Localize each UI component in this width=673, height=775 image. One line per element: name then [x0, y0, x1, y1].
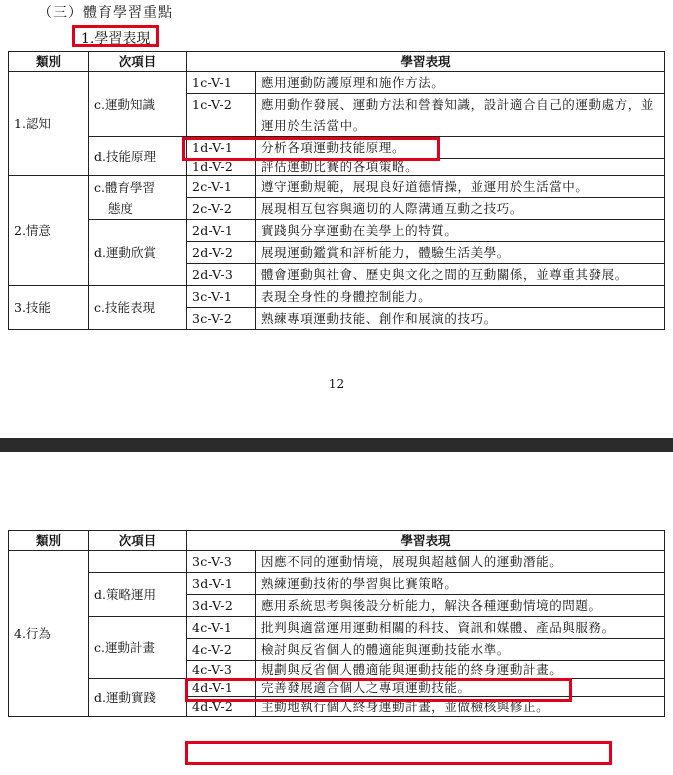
code-cell: 4c-V-1 — [187, 617, 256, 639]
description-cell: 批判與適當運用運動相關的科技、資訊和媒體、產品與服務。 — [256, 617, 665, 639]
category-cell: 1.認知 — [9, 72, 89, 176]
header-performance: 學習表現 — [187, 531, 665, 551]
header-category: 類別 — [9, 52, 89, 72]
description-cell: 因應不同的運動情境，展現與超越個人的運動潛能。 — [256, 551, 665, 573]
code-cell: 2c-V-2 — [187, 198, 256, 220]
code-cell: 2d-V-1 — [187, 220, 256, 242]
section-title: （三）體育學習重點 — [38, 5, 173, 21]
description-cell: 規劃與反省個人體適能與運動技能的終身運動計畫。 — [256, 661, 665, 679]
description-cell: 熟練專項運動技能、創作和展演的技巧。 — [256, 308, 665, 330]
code-cell: 4d-V-1 — [187, 679, 256, 697]
code-cell: 3c-V-2 — [187, 308, 256, 330]
subitem-cell — [89, 551, 187, 573]
description-cell: 分析各項運動技能原理。 — [256, 137, 665, 159]
description-cell: 表現全身性的身體控制能力。 — [256, 286, 665, 308]
sub-title-highlighted: 1.學習表現 — [72, 25, 159, 47]
description-cell: 應用運動防護原理和施作方法。 — [256, 72, 665, 94]
description-cell: 展現相互包容與適切的人際溝通互動之技巧。 — [256, 198, 665, 220]
category-cell: 2.情意 — [9, 176, 89, 286]
table-row — [9, 220, 665, 242]
code-cell: 2c-V-1 — [187, 176, 256, 198]
table-header-row — [9, 52, 665, 72]
subitem-line: 態度 — [108, 200, 134, 216]
header-subitem: 次項目 — [89, 531, 187, 551]
subitem-cell — [89, 176, 187, 220]
code-cell: 2d-V-3 — [187, 264, 256, 286]
category-cell: 3.技能 — [9, 286, 89, 330]
table-row — [9, 573, 665, 595]
code-cell: 2d-V-2 — [187, 242, 256, 264]
code-cell: 4d-V-2 — [187, 697, 256, 717]
description-cell: 實踐與分享運動在美學上的特質。 — [256, 220, 665, 242]
highlight-box-4dV2 — [185, 741, 612, 765]
description-cell: 完善發展適合個人之專項運動技能。 — [256, 679, 665, 697]
category-cell: 4.行為 — [9, 551, 89, 717]
code-cell: 3d-V-1 — [187, 573, 256, 595]
description-cell: 主動地執行個人終身運動計畫，並做檢核與修正。 — [256, 697, 665, 717]
learning-performance-table-1 — [8, 51, 665, 330]
table-row — [9, 176, 665, 198]
code-cell: 1c-V-1 — [187, 72, 256, 94]
header-subitem: 次項目 — [89, 52, 187, 72]
table-row — [9, 137, 665, 159]
table-row — [9, 679, 665, 697]
subitem-cell: c.運動知識 — [89, 72, 187, 137]
code-cell: 1d-V-2 — [187, 159, 256, 176]
subitem-cell: d.運動欣賞 — [89, 220, 187, 286]
table-row — [9, 286, 665, 308]
subitem-cell: c.技能表現 — [89, 286, 187, 330]
code-cell: 1c-V-2 — [187, 94, 256, 137]
table-row — [9, 551, 665, 573]
code-cell: 3c-V-3 — [187, 551, 256, 573]
code-cell: 4c-V-2 — [187, 639, 256, 661]
description-cell: 體會運動與社會、歷史與文化之間的互動關係，並尊重其發展。 — [256, 264, 665, 286]
header-category: 類別 — [9, 531, 89, 551]
description-cell: 檢討與反省個人的體適能與運動技能水準。 — [256, 639, 665, 661]
page-divider — [0, 438, 673, 452]
subitem-cell: c.運動計畫 — [89, 617, 187, 679]
table-row — [9, 72, 665, 94]
code-cell: 3c-V-1 — [187, 286, 256, 308]
learning-performance-table-2 — [8, 530, 665, 717]
description-cell: 熟練運動技術的學習與比賽策略。 — [256, 573, 665, 595]
code-cell: 1d-V-1 — [187, 137, 256, 159]
description-cell: 應用動作發展、運動方法和營養知識，設計適合自己的運動處方，並運用於生活當中。 — [256, 94, 665, 137]
description-cell: 應用系統思考與後設分析能力，解決各種運動情境的問題。 — [256, 595, 665, 617]
header-performance: 學習表現 — [187, 52, 665, 72]
description-cell: 遵守運動規範，展現良好道德情操，並運用於生活當中。 — [256, 176, 665, 198]
subitem-line: c.體育學習 — [94, 179, 155, 195]
subitem-cell: d.技能原理 — [89, 137, 187, 176]
code-cell: 4c-V-3 — [187, 661, 256, 679]
subitem-cell: d.策略運用 — [89, 573, 187, 617]
subitem-cell: d.運動實踐 — [89, 679, 187, 717]
description-cell: 展現運動鑑賞和評析能力，體驗生活美學。 — [256, 242, 665, 264]
code-cell: 3d-V-2 — [187, 595, 256, 617]
page-number: 12 — [328, 377, 345, 391]
description-cell: 評估運動比賽的各項策略。 — [256, 159, 665, 176]
table-header-row — [9, 531, 665, 551]
